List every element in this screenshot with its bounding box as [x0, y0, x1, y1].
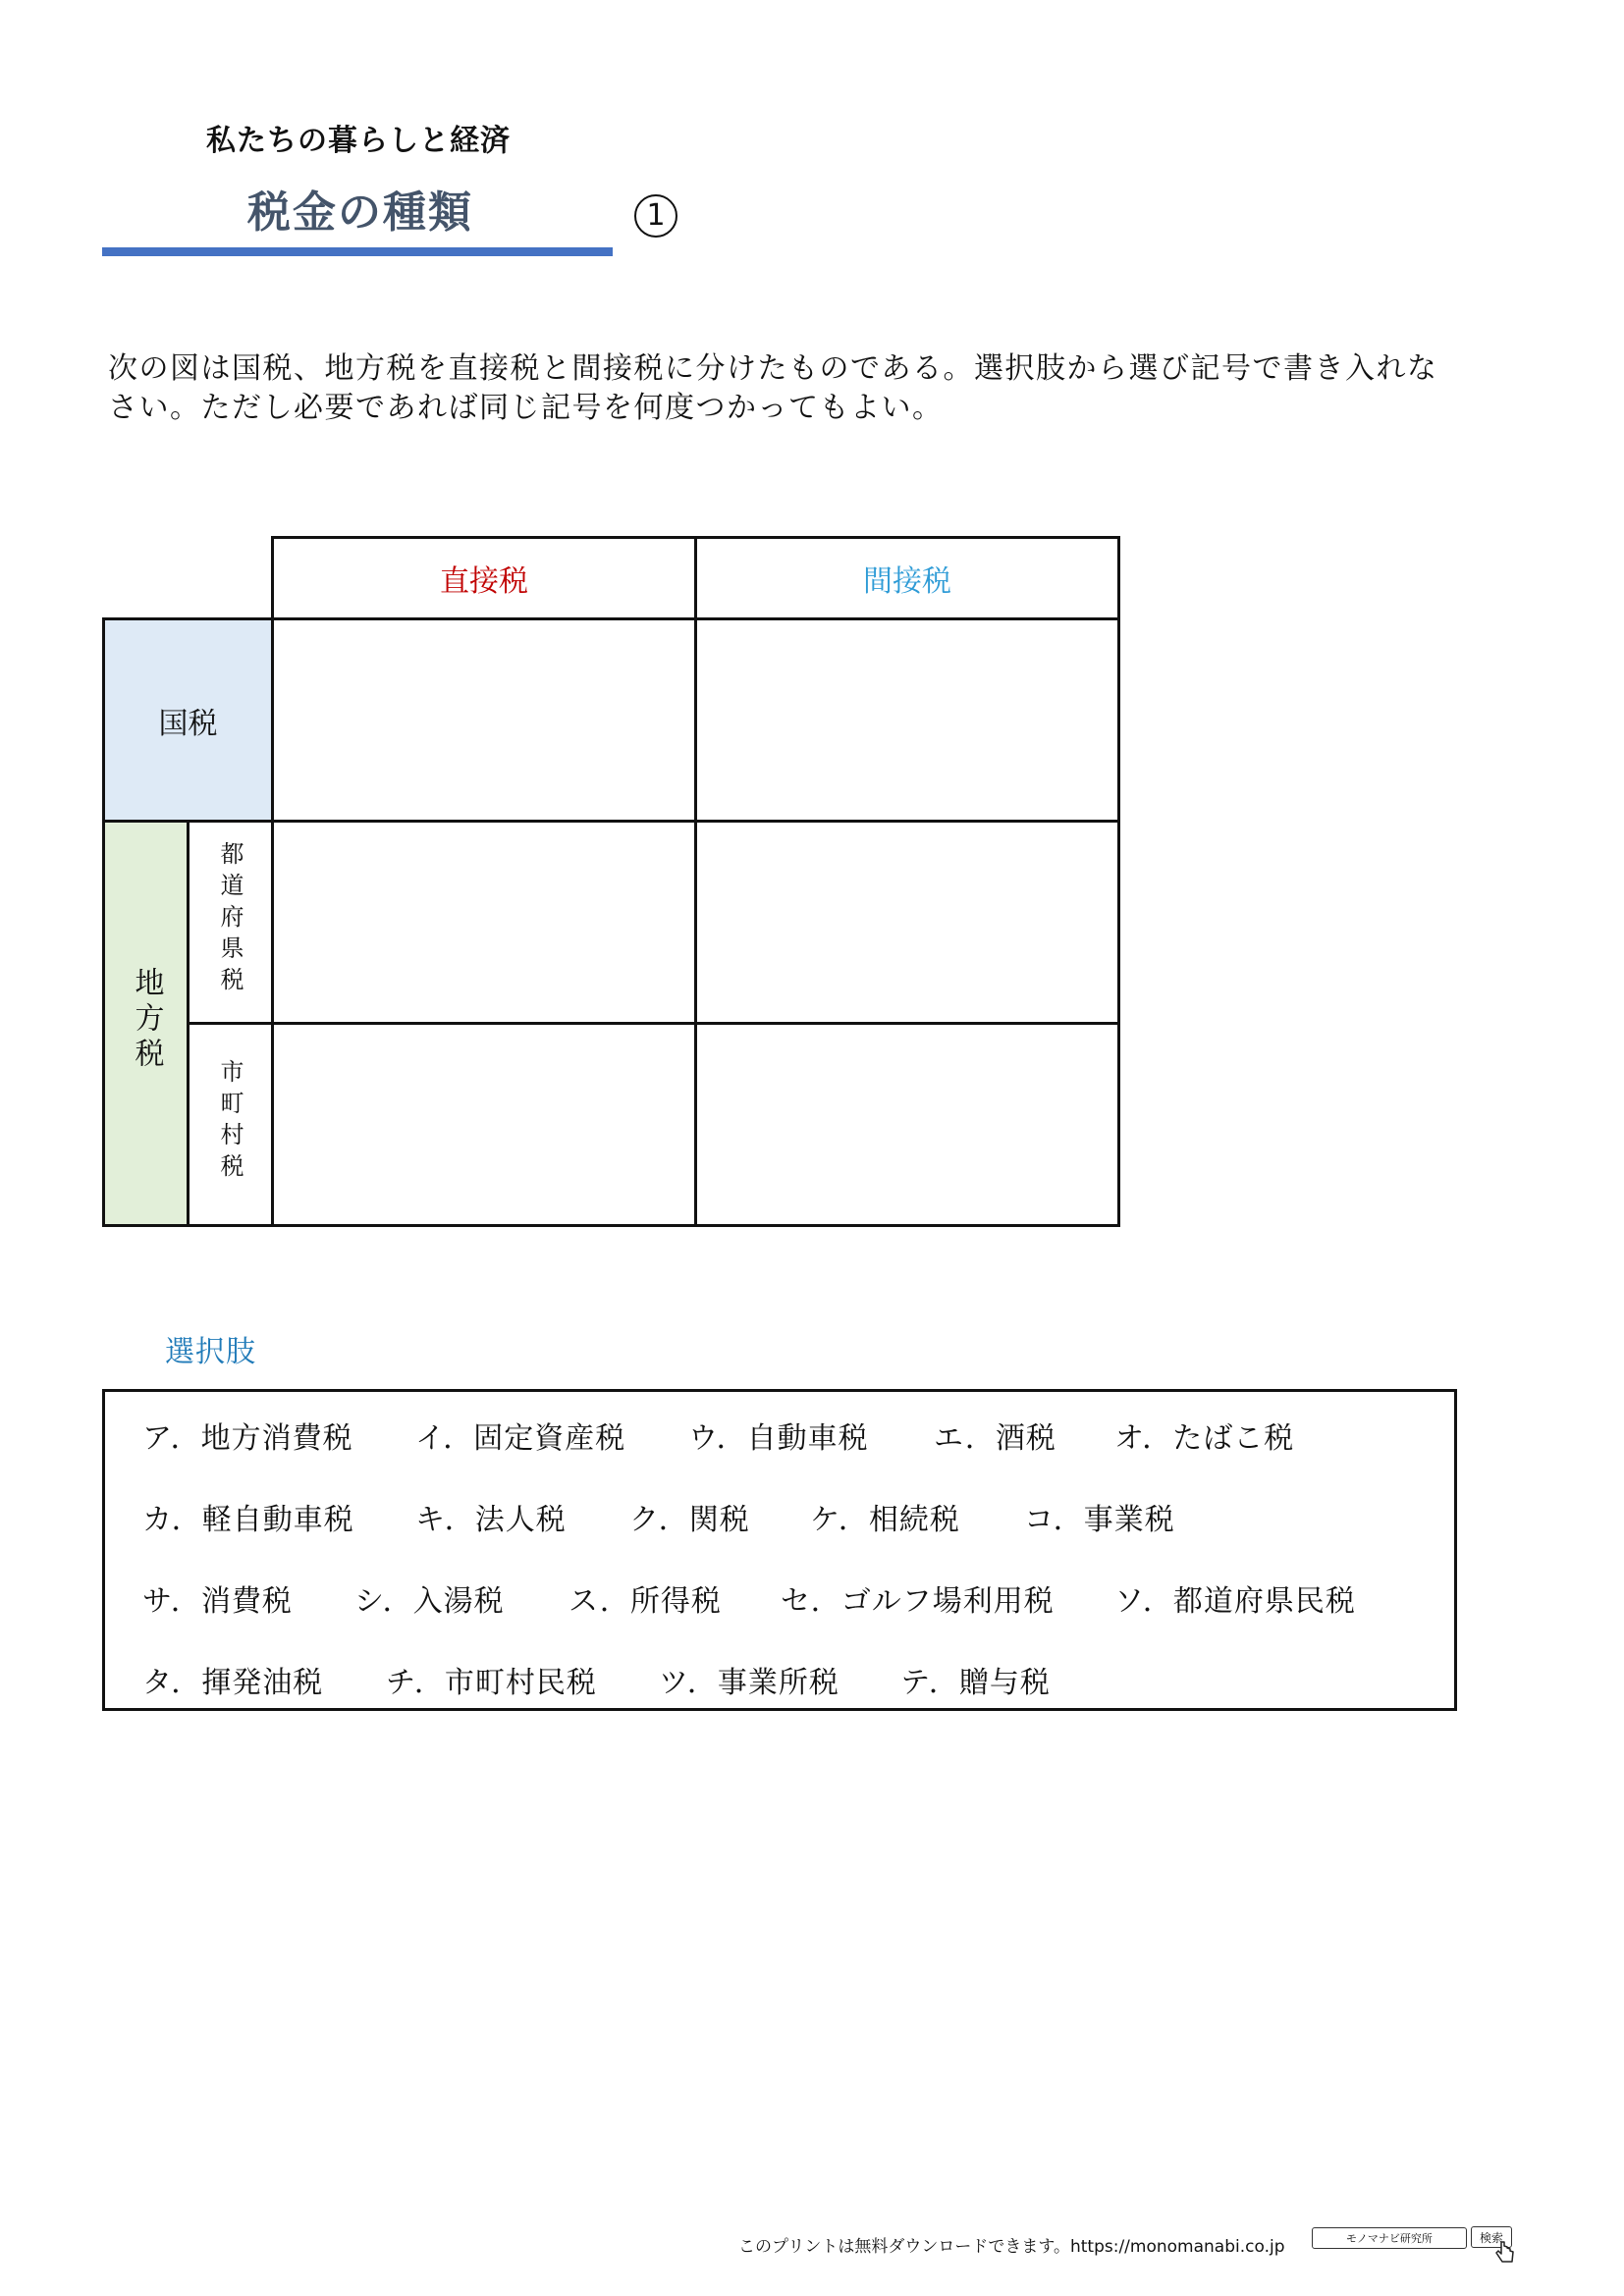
- choice-item: サ．消費税: [142, 1584, 293, 1619]
- choice-item: セ．ゴルフ場利用税: [781, 1584, 1055, 1619]
- answer-cell-national-direct[interactable]: [273, 619, 696, 822]
- choice-item: コ．事業税: [1024, 1503, 1175, 1537]
- row-header-national-tax: 国税: [104, 619, 273, 822]
- choice-item: シ．入湯税: [354, 1584, 505, 1619]
- answer-cell-municipal-indirect[interactable]: [696, 1024, 1119, 1226]
- instructions: 次の図は国税、地方税を直接税と間接税に分けたものである。選択肢から選び記号で書き入れなさい。ただし必要であれば同じ記号を何度つかってもよい。: [108, 351, 1438, 425]
- column-header-indirect-tax: 間接税: [696, 538, 1119, 619]
- choice-item: ツ．事業所税: [659, 1666, 839, 1700]
- row-header-local-tax: [104, 822, 189, 1226]
- footer-search-box: [1312, 2227, 1467, 2249]
- choice-item: キ．法人税: [415, 1503, 567, 1537]
- local-tax-label: 地方税: [129, 966, 164, 1073]
- choice-item: エ．酒税: [934, 1421, 1056, 1456]
- footer-download-note: このプリントは無料ダウンロードできます。https://monomanabi.co.jp: [738, 2237, 1285, 2257]
- answer-cell-prefectural-indirect[interactable]: [696, 822, 1119, 1024]
- choice-item: ケ．相続税: [810, 1503, 960, 1537]
- choice-item: カ．軽自動車税: [142, 1503, 354, 1537]
- column-header-direct-tax: 直接税: [273, 538, 696, 619]
- choice-item: ア．地方消費税: [142, 1421, 353, 1456]
- choice-item: オ．たばこ税: [1114, 1421, 1295, 1456]
- answer-cell-municipal-direct[interactable]: [273, 1024, 696, 1226]
- choice-item: ス．所得税: [568, 1584, 722, 1619]
- municipal-tax-label: 市町村税: [216, 1058, 244, 1185]
- choice-item: テ．贈与税: [900, 1666, 1051, 1700]
- title-underline: [102, 247, 613, 256]
- answer-cell-national-indirect[interactable]: [696, 619, 1119, 822]
- choices-heading: 選択肢: [165, 1335, 256, 1369]
- table-corner: [104, 538, 273, 619]
- choice-item: チ．市町村民税: [386, 1666, 597, 1700]
- choice-item: ソ．都道府県民税: [1114, 1584, 1356, 1619]
- footer-search-box-label: モノマナビ研究所: [1346, 2232, 1433, 2245]
- prefectural-tax-label: 都道府県税: [216, 840, 244, 998]
- choice-item: ウ．自動車税: [688, 1421, 869, 1456]
- row-header-prefectural-tax: [189, 822, 273, 1024]
- tax-classification-table: [102, 536, 1120, 1227]
- choice-item: タ．揮発油税: [142, 1666, 324, 1700]
- row-header-municipal-tax: [189, 1024, 273, 1226]
- sheet-number-badge: [634, 194, 677, 238]
- choice-item: イ．固定資産税: [415, 1421, 626, 1456]
- answer-cell-prefectural-direct[interactable]: [273, 822, 696, 1024]
- worksheet-title: 税金の種類: [247, 187, 473, 238]
- footer-search-button-label: 検索: [1479, 2230, 1503, 2245]
- hand-pointer-icon: [1494, 2240, 1516, 2266]
- worksheet-subtitle: 私たちの暮らしと経済: [206, 124, 511, 158]
- choice-item: ク．関税: [629, 1503, 750, 1537]
- choices-box: [102, 1389, 1457, 1711]
- sheet-number: 1: [646, 198, 666, 233]
